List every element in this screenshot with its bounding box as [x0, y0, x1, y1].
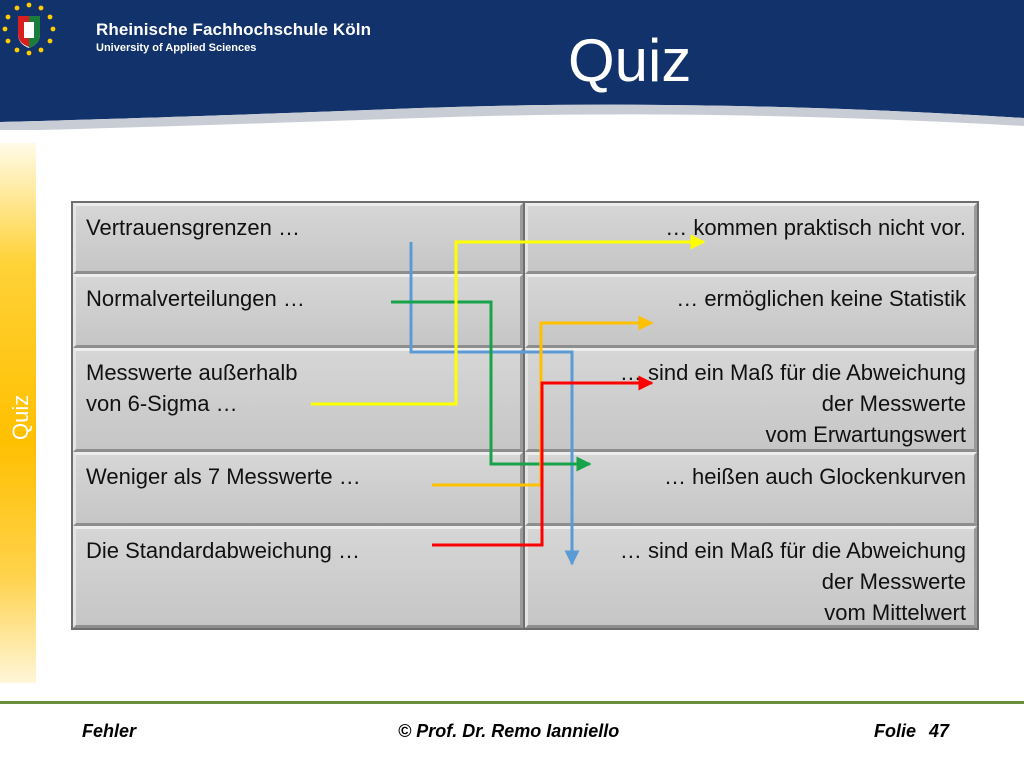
- left-cell-3-line-2: von 6-Sigma …: [86, 391, 238, 416]
- footer-topic: Fehler: [82, 721, 137, 741]
- right-cell-4: [525, 452, 977, 526]
- right-cell-2-text: … ermöglichen keine Statistik: [676, 286, 966, 311]
- right-cell-5-line-1: … sind ein Maß für die Abweichung: [619, 538, 966, 563]
- right-cell-5-line-3: vom Mittelwert: [824, 600, 966, 625]
- side-label: Quiz: [8, 394, 33, 440]
- left-cell-4-text: Weniger als 7 Messwerte …: [86, 464, 361, 489]
- footer-slide-number: 47: [929, 721, 950, 741]
- right-cell-1: [525, 203, 977, 274]
- footer-slide-label: Folie: [874, 721, 917, 741]
- institution-subtitle: University of Applied Sciences: [96, 42, 257, 54]
- right-cell-4-text: … heißen auch Glockenkurven: [663, 464, 966, 489]
- footer-author: © Prof. Dr. Remo Ianniello: [398, 721, 620, 741]
- left-cell-5-text: Die Standardabweichung …: [86, 538, 360, 563]
- left-cell-2: [73, 274, 523, 348]
- institution-name: Rheinische Fachhochschule Köln: [96, 20, 372, 39]
- right-cell-2: [525, 274, 977, 348]
- left-cell-1: [73, 203, 523, 274]
- slide-header: [0, 0, 1024, 130]
- right-cell-1-text: … kommen praktisch nicht vor.: [665, 215, 966, 240]
- slide-title: Quiz: [568, 27, 692, 94]
- right-cell-3: [525, 348, 977, 452]
- left-cell-2-text: Normalverteilungen …: [86, 286, 305, 311]
- footer-divider: [0, 701, 1024, 704]
- right-cell-3-line-2: der Messwerte: [821, 391, 966, 416]
- university-logo-icon: [0, 0, 58, 58]
- left-cell-5: [73, 526, 523, 628]
- left-cell-4: [73, 452, 523, 526]
- right-cell-5: [525, 526, 977, 628]
- right-cell-3-line-3: vom Erwartungswert: [765, 422, 966, 447]
- quiz-table: [71, 201, 979, 630]
- left-cell-1-text: Vertrauensgrenzen …: [86, 215, 301, 240]
- left-cell-3: [73, 348, 523, 452]
- left-cell-3-line-1: Messwerte außerhalb: [86, 360, 298, 385]
- right-cell-5-line-2: der Messwerte: [821, 569, 966, 594]
- right-cell-3-line-1: … sind ein Maß für die Abweichung: [619, 360, 966, 385]
